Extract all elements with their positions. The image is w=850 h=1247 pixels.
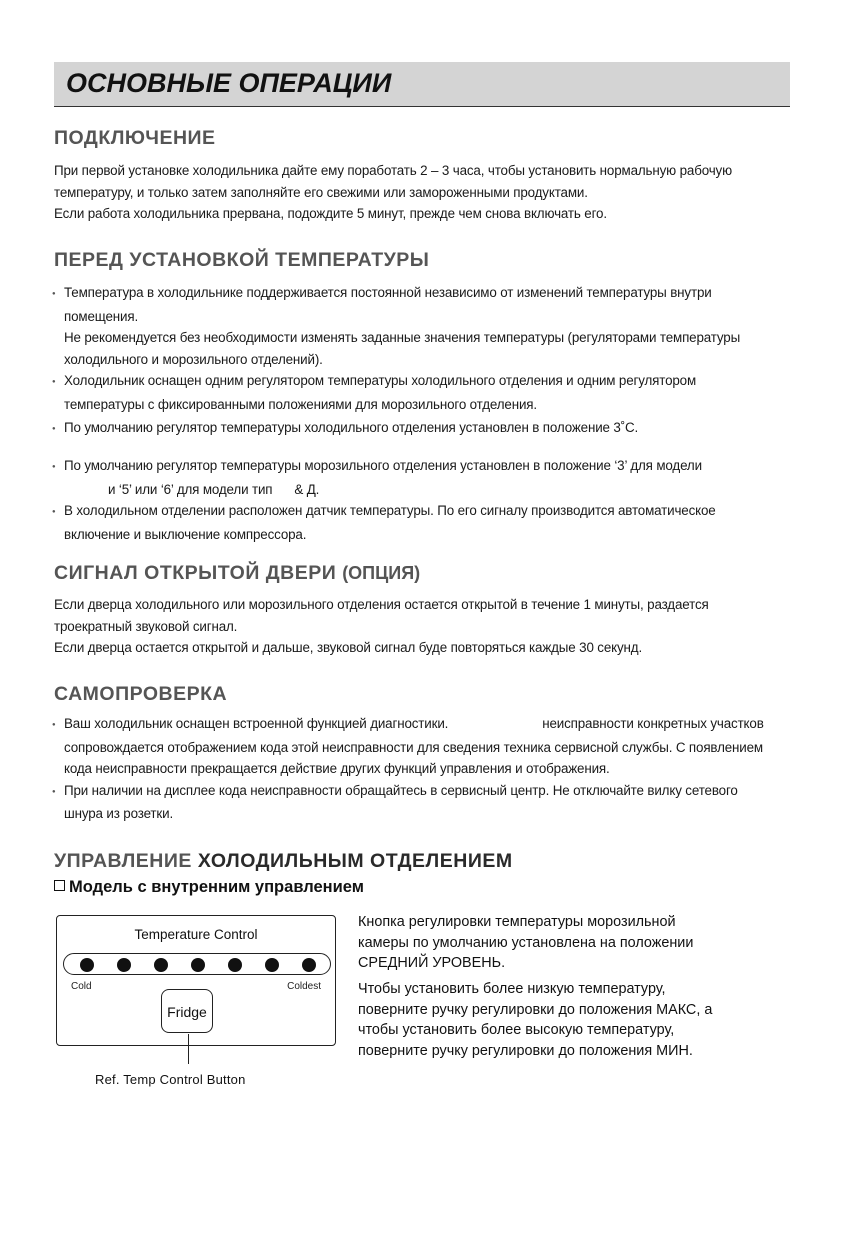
fridge-control-description-2: Чтобы установить более низкую температуру, поверните ручку регулировки до положения МАКС, а чтобы установить более высокую температуру, поверните ручку регулировки до положения МИН. [358, 981, 713, 1059]
bullet-list-self-check: ● Ваш холодильник оснащен встроенной функцией диагностики. неисправности конкретных участков сопровождается отображением кода этой неисправности для сведения техника сервисной службы. С появлением кода неисправности прекращается действие других функций управления и отображения. ● При наличии на дисплее кода неисправности обращайтесь в сервисный центр. Не отключайте вилку сетевого шнура из розетки. [52, 713, 802, 825]
level-dot-4 [191, 958, 205, 972]
temperature-control-panel [56, 915, 336, 1046]
bullet-item: ● Температура в холодильнике поддерживается постоянной независимо от изменений температуры внутри [52, 282, 802, 306]
bullet-item: ● Холодильник оснащен одним регулятором температуры холодильного отделения и одним регулятором [52, 370, 802, 394]
panel-title: Temperature Control [134, 927, 258, 942]
section-heading-door-alarm: СИГНАЛ ОТКРЫТОЙ ДВЕРИ (ОПЦИЯ) [54, 562, 421, 584]
bullet-item: ● По умолчанию регулятор температуры морозильного отделения установлен в положение ‘3’ для модели [52, 455, 802, 479]
section-heading-self-check: САМОПРОВЕРКА [54, 683, 228, 705]
bullet-item: ● При наличии на дисплее кода неисправности обращайтесь в сервисный центр. Не отключайте вилку сетевого [52, 780, 802, 804]
level-dot-7 [302, 958, 316, 972]
section-heading-fridge-control: УПРАВЛЕНИЕ ХОЛОДИЛЬНЫМ ОТДЕЛЕНИЕМ [54, 850, 513, 872]
level-dot-6 [265, 958, 279, 972]
door-alarm-text: Если дверца холодильного или морозильного отделения остается открытой в течение 1 минуты, раздается троекратный звуковой сигнал. Если дверца остается открытой и дальше, звуковой сигнал буде повторяться каждые 30 секунд. [54, 597, 709, 655]
level-dot-1 [80, 958, 94, 972]
scale-label-cold: Cold [71, 981, 92, 992]
page-title: ОСНОВНЫЕ ОПЕРАЦИИ [66, 68, 392, 98]
temperature-dial-track [63, 953, 331, 975]
level-dot-3 [154, 958, 168, 972]
level-dot-2 [117, 958, 131, 972]
fridge-button[interactable]: Fridge [161, 989, 213, 1033]
level-dot-5 [228, 958, 242, 972]
subheading-model: Модель с внутренним управлением [54, 878, 364, 897]
fridge-control-description-1: Кнопка регулировки температуры морозильной камеры по умолчанию установлена на положении СРЕДНИЙ УРОВЕНЬ. [358, 914, 694, 971]
panel-caption: Ref. Temp Control Button [95, 1072, 246, 1087]
scale-label-coldest: Coldest [287, 981, 321, 992]
bullet-item: ● В холодильном отделении расположен датчик температуры. По его сигналу производится автоматическое [52, 500, 802, 524]
bullet-list-before-temp-2: ● По умолчанию регулятор температуры морозильного отделения установлен в положение ‘3’ для модели и ‘5’ или ‘6’ для модели тип & Д. ● В холодильном отделении расположен датчик температуры. По его сигналу производится автоматическое включение и выключение компрессора. [52, 455, 802, 545]
bullet-item: ● Ваш холодильник оснащен встроенной функцией диагностики. неисправности конкретных участков [52, 713, 802, 737]
checkbox-square-icon [54, 880, 65, 891]
callout-line [188, 1034, 189, 1064]
page-title-bar [54, 62, 790, 107]
section-heading-before-temp: ПЕРЕД УСТАНОВКОЙ ТЕМПЕРАТУРЫ [54, 249, 430, 271]
connection-text: При первой установке холодильника дайте ему поработать 2 – 3 часа, чтобы установить нормальную рабочую температуру, и только затем заполняйте его свежими или замороженными продуктами. Если работа холодильника прервана, подождите 5 минут, прежде чем снова включать его. [54, 163, 732, 221]
section-heading-connection: ПОДКЛЮЧЕНИЕ [54, 127, 216, 149]
bullet-list-before-temp: ● Температура в холодильнике поддерживается постоянной независимо от изменений температуры внутри помещения. Не рекомендуется без необходимости изменять заданные значения температуры (регуляторами температуры холодильного и морозильного отделений). ● Холодильник оснащен одним регулятором температуры холодильного отделения и одним регулятором температуры с фиксированными положениями для морозильного отделения. ● По умолчанию регулятор температуры холодильного отделения установлен в положение 3˚C. [52, 282, 802, 441]
bullet-item: ● По умолчанию регулятор температуры холодильного отделения установлен в положение 3˚C. [52, 417, 802, 441]
